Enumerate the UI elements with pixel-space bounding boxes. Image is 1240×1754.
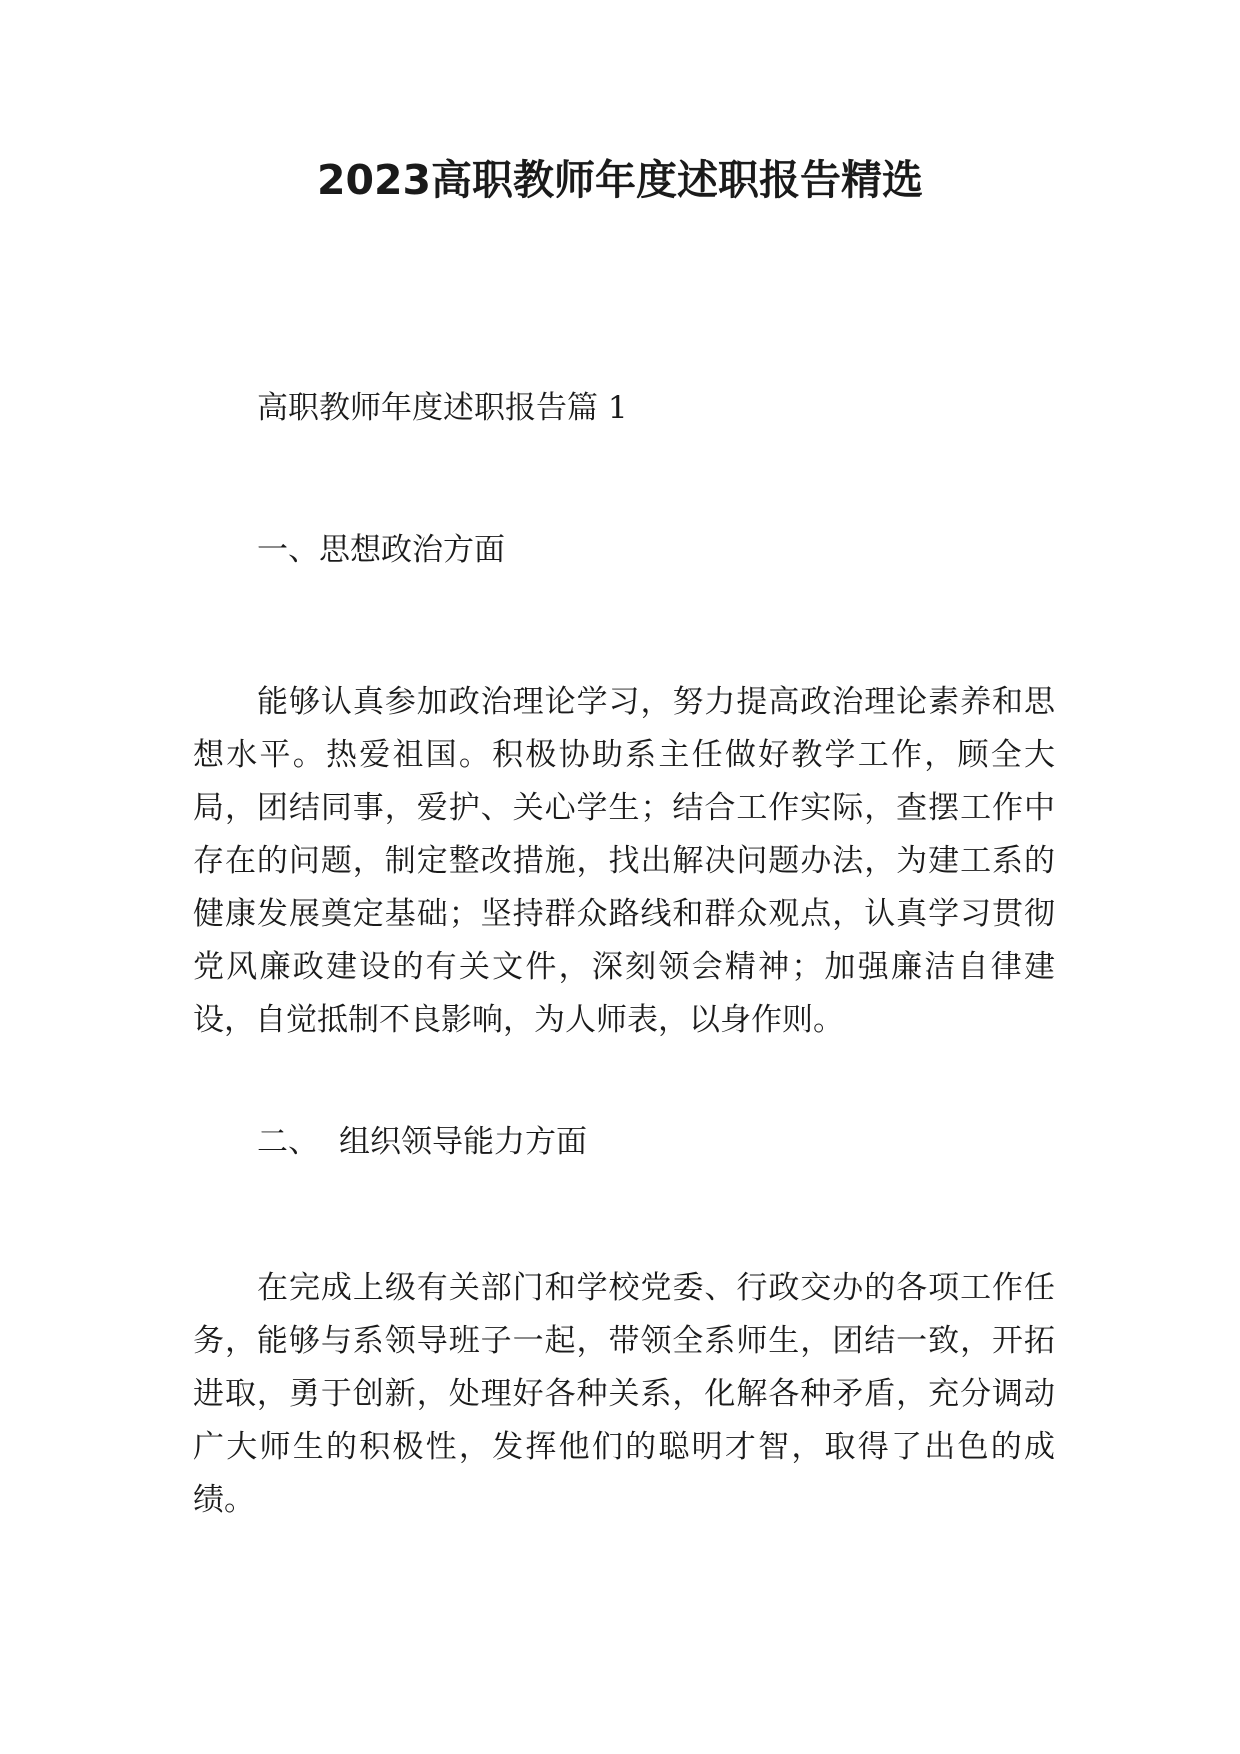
document-title: 2023高职教师年度述职报告精选 <box>316 156 924 204</box>
heading-2-text: 组织领导能力方面 <box>339 1124 587 1160</box>
heading-2 <box>193 1120 1055 1164</box>
paragraph-2: 在完成上级有关部门和学校党委、行政交办的各项工作任务，能够与系领导班子一起，带领全系师生，团结一致，开拓进取，勇于创新，处理好各种关系，化解各种矛盾，充分调动广大师生的积极性，发挥他们的聪明才智，取得了出色的成绩。 <box>193 1270 1055 1518</box>
heading-1: 一、思想政治方面 <box>257 532 505 568</box>
section-title: 高职教师年度述职报告篇 1 <box>257 390 628 426</box>
heading-2-number: 二、 <box>257 1124 319 1160</box>
paragraph-1: 能够认真参加政治理论学习，努力提高政治理论素养和思想水平。热爱祖国。积极协助系主任做好教学工作，顾全大局，团结同事，爱护、关心学生；结合工作实际，查摆工作中存在的问题，制定整改措施，找出解决问题办法，为建工系的健康发展奠定基础；坚持群众路线和群众观点，认真学习贯彻党风廉政建设的有关文件，深刻领会精神；加强廉洁自律建设，自觉抵制不良影响，为人师表，以身作则。 <box>193 684 1055 1038</box>
